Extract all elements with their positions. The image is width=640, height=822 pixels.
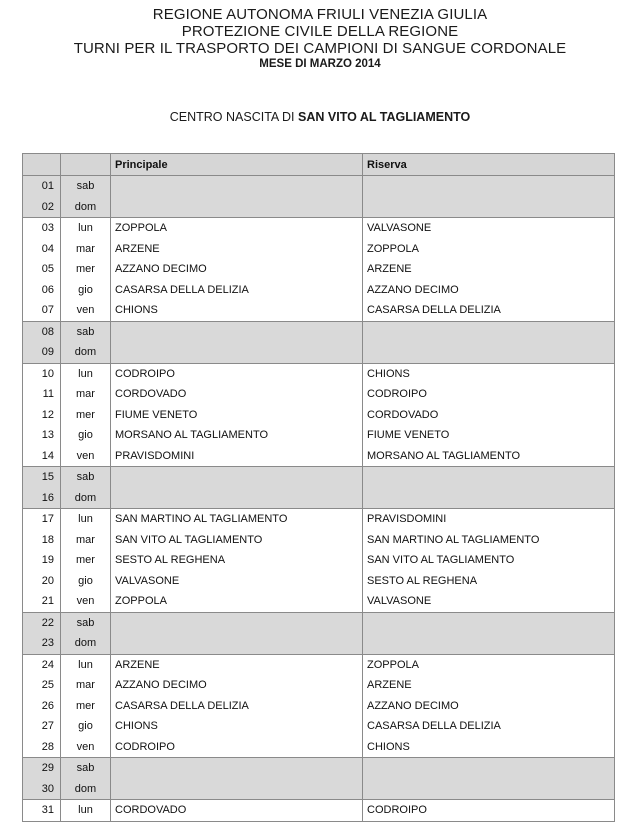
weekday: mer: [61, 550, 111, 571]
principale-cell: [111, 467, 363, 488]
principale-cell: [111, 612, 363, 633]
header-weekday: [61, 154, 111, 176]
principale-cell: ZOPPOLA: [111, 591, 363, 612]
principale-cell: CASARSA DELLA DELIZIA: [111, 696, 363, 717]
riserva-cell: [363, 197, 615, 218]
riserva-cell: CHIONS: [363, 737, 615, 758]
table-row: [23, 696, 615, 717]
day-number: 18: [23, 530, 61, 551]
riserva-cell: CASARSA DELLA DELIZIA: [363, 716, 615, 737]
table-row: [23, 321, 615, 342]
weekday: dom: [61, 197, 111, 218]
principale-cell: AZZANO DECIMO: [111, 675, 363, 696]
day-number: 27: [23, 716, 61, 737]
day-number: 28: [23, 737, 61, 758]
principale-cell: CASARSA DELLA DELIZIA: [111, 280, 363, 301]
principale-cell: SESTO AL REGHENA: [111, 550, 363, 571]
weekday: dom: [61, 633, 111, 654]
riserva-cell: VALVASONE: [363, 218, 615, 239]
principale-cell: VALVASONE: [111, 571, 363, 592]
weekday: mer: [61, 696, 111, 717]
weekday: mer: [61, 405, 111, 426]
riserva-cell: AZZANO DECIMO: [363, 280, 615, 301]
principale-cell: [111, 758, 363, 779]
riserva-cell: CASARSA DELLA DELIZIA: [363, 300, 615, 321]
table-row: [23, 467, 615, 488]
table-row: [23, 405, 615, 426]
principale-cell: CHIONS: [111, 716, 363, 737]
principale-cell: AZZANO DECIMO: [111, 259, 363, 280]
weekday: sab: [61, 612, 111, 633]
weekday: ven: [61, 737, 111, 758]
weekday: ven: [61, 446, 111, 467]
principale-cell: ZOPPOLA: [111, 218, 363, 239]
day-number: 10: [23, 363, 61, 384]
riserva-cell: [363, 488, 615, 509]
day-number: 24: [23, 654, 61, 675]
principale-cell: FIUME VENETO: [111, 405, 363, 426]
principale-cell: CHIONS: [111, 300, 363, 321]
table-row: [23, 675, 615, 696]
riserva-cell: [363, 633, 615, 654]
day-number: 17: [23, 509, 61, 530]
table-row: [23, 571, 615, 592]
riserva-cell: CHIONS: [363, 363, 615, 384]
principale-cell: ARZENE: [111, 654, 363, 675]
day-number: 06: [23, 280, 61, 301]
day-number: 07: [23, 300, 61, 321]
table-row: [23, 342, 615, 363]
weekday: mar: [61, 675, 111, 696]
riserva-cell: SAN MARTINO AL TAGLIAMENTO: [363, 530, 615, 551]
table-row: [23, 654, 615, 675]
riserva-cell: ZOPPOLA: [363, 654, 615, 675]
day-number: 20: [23, 571, 61, 592]
riserva-cell: PRAVISDOMINI: [363, 509, 615, 530]
table-row: [23, 612, 615, 633]
riserva-cell: [363, 612, 615, 633]
day-number: 23: [23, 633, 61, 654]
day-number: 14: [23, 446, 61, 467]
weekday: gio: [61, 280, 111, 301]
table-row: [23, 446, 615, 467]
day-number: 02: [23, 197, 61, 218]
day-number: 26: [23, 696, 61, 717]
table-row: [23, 737, 615, 758]
principale-cell: SAN VITO AL TAGLIAMENTO: [111, 530, 363, 551]
weekday: ven: [61, 591, 111, 612]
month-value: MARZO 2014: [309, 58, 381, 70]
weekday: gio: [61, 571, 111, 592]
day-number: 16: [23, 488, 61, 509]
table-row: [23, 300, 615, 321]
day-number: 01: [23, 176, 61, 197]
principale-cell: MORSANO AL TAGLIAMENTO: [111, 425, 363, 446]
shift-table-body: [23, 176, 615, 822]
table-row: [23, 800, 615, 822]
riserva-cell: SAN VITO AL TAGLIAMENTO: [363, 550, 615, 571]
weekday: sab: [61, 321, 111, 342]
weekday: mer: [61, 259, 111, 280]
principale-cell: SAN MARTINO AL TAGLIAMENTO: [111, 509, 363, 530]
principale-cell: CORDOVADO: [111, 800, 363, 822]
day-number: 09: [23, 342, 61, 363]
day-number: 05: [23, 259, 61, 280]
principale-cell: ARZENE: [111, 239, 363, 260]
table-row: [23, 176, 615, 197]
day-number: 03: [23, 218, 61, 239]
weekday: lun: [61, 509, 111, 530]
table-row: [23, 633, 615, 654]
riserva-cell: CORDOVADO: [363, 405, 615, 426]
month-prefix: MESE DI: [259, 58, 310, 70]
weekday: sab: [61, 176, 111, 197]
table-row: [23, 218, 615, 239]
table-row: [23, 280, 615, 301]
weekday: mar: [61, 530, 111, 551]
weekday: mar: [61, 384, 111, 405]
day-number: 22: [23, 612, 61, 633]
weekday: lun: [61, 654, 111, 675]
riserva-cell: ARZENE: [363, 259, 615, 280]
weekday: gio: [61, 425, 111, 446]
region-title: REGIONE AUTONOMA FRIULI VENEZIA GIULIA: [152, 6, 488, 23]
day-number: 25: [23, 675, 61, 696]
day-number: 08: [23, 321, 61, 342]
weekday: lun: [61, 363, 111, 384]
day-number: 19: [23, 550, 61, 571]
department-title: PROTEZIONE CIVILE DELLA REGIONE: [181, 23, 459, 40]
riserva-cell: CODROIPO: [363, 384, 615, 405]
table-row: [23, 591, 615, 612]
table-row: [23, 758, 615, 779]
weekday: dom: [61, 779, 111, 800]
table-row: [23, 384, 615, 405]
day-number: 12: [23, 405, 61, 426]
riserva-cell: ZOPPOLA: [363, 239, 615, 260]
day-number: 21: [23, 591, 61, 612]
birth-center-line: [0, 110, 640, 124]
principale-cell: [111, 197, 363, 218]
riserva-cell: AZZANO DECIMO: [363, 696, 615, 717]
riserva-cell: FIUME VENETO: [363, 425, 615, 446]
weekday: dom: [61, 342, 111, 363]
principale-cell: PRAVISDOMINI: [111, 446, 363, 467]
riserva-cell: [363, 467, 615, 488]
principale-cell: CORDOVADO: [111, 384, 363, 405]
shift-table: [22, 153, 615, 822]
principale-cell: CODROIPO: [111, 363, 363, 384]
riserva-cell: [363, 342, 615, 363]
header-riserva: Riserva: [363, 154, 615, 176]
document-header: [0, 6, 640, 71]
table-row: [23, 425, 615, 446]
principale-cell: [111, 321, 363, 342]
birth-center-prefix: CENTRO NASCITA DI: [169, 110, 299, 124]
day-number: 13: [23, 425, 61, 446]
table-row: [23, 259, 615, 280]
weekday: gio: [61, 716, 111, 737]
table-row: [23, 779, 615, 800]
table-row: [23, 509, 615, 530]
day-number: 04: [23, 239, 61, 260]
weekday: sab: [61, 758, 111, 779]
table-header-row: [23, 154, 615, 176]
weekday: dom: [61, 488, 111, 509]
weekday: ven: [61, 300, 111, 321]
riserva-cell: [363, 779, 615, 800]
weekday: lun: [61, 800, 111, 822]
table-row: [23, 239, 615, 260]
day-number: 15: [23, 467, 61, 488]
table-row: [23, 530, 615, 551]
month-line: [0, 57, 640, 71]
riserva-cell: MORSANO AL TAGLIAMENTO: [363, 446, 615, 467]
table-row: [23, 488, 615, 509]
weekday: mar: [61, 239, 111, 260]
birth-center-name: SAN VITO AL TAGLIAMENTO: [298, 110, 471, 124]
table-row: [23, 197, 615, 218]
day-number: 29: [23, 758, 61, 779]
table-row: [23, 363, 615, 384]
riserva-cell: SESTO AL REGHENA: [363, 571, 615, 592]
day-number: 31: [23, 800, 61, 822]
header-day-number: [23, 154, 61, 176]
riserva-cell: VALVASONE: [363, 591, 615, 612]
riserva-cell: CODROIPO: [363, 800, 615, 822]
principale-cell: [111, 488, 363, 509]
weekday: sab: [61, 467, 111, 488]
table-row: [23, 716, 615, 737]
principale-cell: [111, 779, 363, 800]
header-principale: Principale: [111, 154, 363, 176]
principale-cell: [111, 176, 363, 197]
riserva-cell: [363, 321, 615, 342]
document-title: TURNI PER IL TRASPORTO DEI CAMPIONI DI SANGUE CORDONALE: [73, 40, 567, 57]
riserva-cell: ARZENE: [363, 675, 615, 696]
principale-cell: CODROIPO: [111, 737, 363, 758]
weekday: lun: [61, 218, 111, 239]
principale-cell: [111, 342, 363, 363]
principale-cell: [111, 633, 363, 654]
riserva-cell: [363, 758, 615, 779]
day-number: 11: [23, 384, 61, 405]
riserva-cell: [363, 176, 615, 197]
day-number: 30: [23, 779, 61, 800]
table-row: [23, 550, 615, 571]
